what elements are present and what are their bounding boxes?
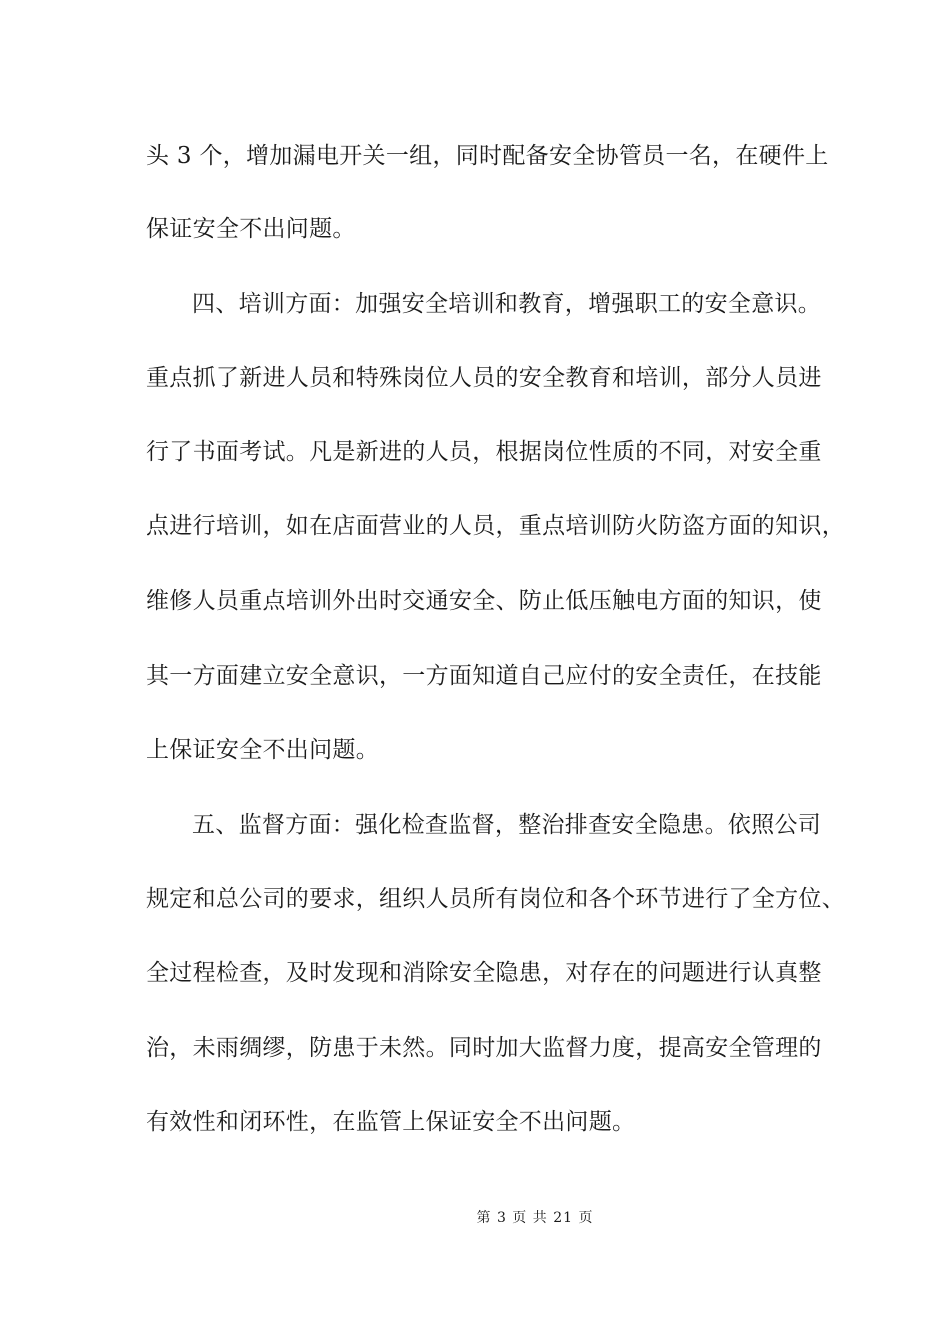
body-line: 维修人员重点培训外出时交通安全、防止低压触电方面的知识，使: [146, 588, 822, 614]
body-line: 重点抓了新进人员和特殊岗位人员的安全教育和培训，部分人员进: [146, 365, 822, 391]
page-number: 第 3 页 共 21 页: [476, 1210, 594, 1226]
body-line: 头 3 个，增加漏电开关一组，同时配备安全协管员一名，在硬件上: [146, 143, 829, 169]
body-line: 治，未雨绸缪，防患于未然。同时加大监督力度，提高安全管理的: [146, 1035, 822, 1061]
body-line: 行了书面考试。凡是新进的人员，根据岗位性质的不同，对安全重: [146, 439, 822, 465]
body-line: 点进行培训，如在店面营业的人员，重点培训防火防盗方面的知识，: [146, 513, 845, 539]
body-line: 上保证安全不出问题。: [146, 737, 379, 763]
body-line: 全过程检查，及时发现和消除安全隐患，对存在的问题进行认真整: [146, 960, 822, 986]
body-line: 保证安全不出问题。: [146, 216, 356, 242]
section-heading-line: 四、培训方面：加强安全培训和教育，增强职工的安全意识。: [192, 291, 822, 317]
body-line: 规定和总公司的要求，组织人员所有岗位和各个环节进行了全方位、: [146, 886, 845, 912]
section-heading-line: 五、监督方面：强化检查监督，整治排查安全隐患。依照公司: [192, 812, 822, 838]
body-line: 有效性和闭环性，在监管上保证安全不出问题。: [146, 1109, 636, 1135]
body-line: 其一方面建立安全意识，一方面知道自己应付的安全责任，在技能: [146, 663, 822, 689]
